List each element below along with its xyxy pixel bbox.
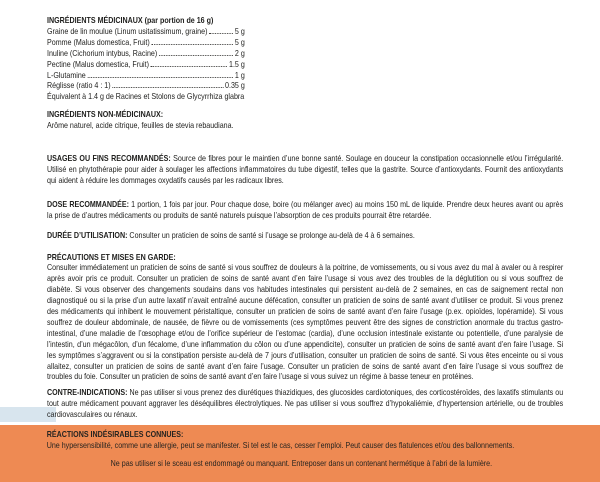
ingredient-amount: 1.5 g: [228, 58, 245, 69]
adverse-reactions-section: [0, 429, 600, 469]
ingredient-name: Inuline (Cichorium intybus, Racine): [47, 47, 158, 58]
dot-leader: [151, 66, 228, 67]
non-medicinal-heading: INGRÉDIENTS NON-MÉDICINAUX:: [47, 109, 164, 120]
medicinal-ingredients-heading: INGRÉDIENTS MÉDICINAUX (par portion de 16 g): [47, 15, 214, 25]
recommended-use-paragraph: [47, 153, 563, 186]
dot-leader: [159, 55, 233, 56]
dot-leader: [87, 77, 233, 78]
ingredient-row: [47, 48, 245, 59]
dot-leader: [112, 87, 223, 88]
ingredient-amount: 5 g: [234, 25, 245, 36]
storage-instructions-text: Ne pas utiliser si le sceau est endommagé ou manquant. Entreposer dans un contenant hermétique à l’abri de la lumière.: [110, 457, 493, 468]
duration-of-use-paragraph: [47, 230, 563, 241]
ingredient-row: [47, 59, 245, 70]
dot-leader: [151, 44, 233, 45]
contraindications-text: Ne pas utiliser si vous prenez des diurétiques thiazidiques, des glucosides cardiotoniques, des corticostéroïdes, des laxatifs stimulants ou tout autre médicament pouvant aggraver les déséquilibres électrolytiques. Ne pas utiliser si vous souffrez d’hypokaliémie, d’hypertension artérielle, ou de troubles cardiovasculaires ou rénaux.: [47, 387, 564, 420]
adverse-reactions-text: Une hypersensibilité, comme une allergie, peut se manifester. Si tel est le cas, cesser l’emploi. Peut causer des flatulences et/ou des ballonnements.: [46, 439, 515, 450]
recommended-dose-label: DOSE RECOMMANDÉE:: [47, 198, 129, 209]
ingredient-row: [47, 80, 245, 91]
ingredient-amount: 0.35 g: [225, 80, 245, 91]
precautions-paragraph: Consulter immédiatement un praticien de soins de santé si vous souffrez de douleurs à la poitrine, de vomissements, ou si vous avez du mal à avaler ou à respirer après avoir pris ce produit. Consulter un praticien de soins de santé avant d’en faire l’usage si vous avez des troubles de la déglutition ou si vous souffrez de diabète. Si vous observer des changements soudains dans vos habitudes intestinales qui persistent au-delà de 2 semaines, en cas de saignement rectal non diagnostiqué ou si la prise d’un autre laxatif n’avait entraîné aucune défécation, consulter un praticien de soins de santé avant d’utiliser ce produit. Si vous prenez des médicaments qui inhibent le mouvement péristaltique, consulter un praticien de soins de santé avant d’en faire l’usage (p.ex. opioïdes, lopéramide). Si vous souffrez de douleur abdominale, de nausée, de fièvre ou de vomissements (ces symptômes peuvent être des signes de constriction anormale du tractus gastro-intestinal, d’une maladie de l’œsophage et/ou de l’orifice supérieur de l’estomac (cardia), d’une occlusion intestinale existante ou potentielle, d’une paralysie de l’intestin, d’un mégacôlon, d’un fécalome, d’une inflammation du côlon ou d’une appendicite), consulter un praticien de soins de santé avant d’en faire l’usage. Si les symptômes s’aggravent ou si la constipation persiste au-delà de 7 jours d’utilisation, consulter un praticien de soins de santé. Si vous êtes enceinte ou si vous allaitez, consulter un praticien de soins de santé avant d’en faire l’usage. Consulter un praticien de soins de santé avant d’en faire l’usage si vous souffrez de troubles du foie. Consulter un praticien de soins de santé avant d’en faire l’usage si vous suivez un régime à basse teneur en protéines.: [47, 262, 564, 382]
ingredient-row: [47, 26, 245, 37]
duration-of-use-label: DURÉE D’UTILISATION:: [47, 229, 128, 240]
adverse-reactions-heading: RÉACTIONS INDÉSIRABLES CONNUES:: [46, 429, 184, 439]
ingredient-name: Graine de lin moulue (Linum usitatissimum, graine): [47, 25, 208, 36]
recommended-use-text: Source de fibres pour le maintien d’une bonne santé. Soulage en douceur la constipation occasionnelle et/ou l’irrégularité. Utilisé en phytothérapie pour aider à soulager les affections inflammatoires du tube digestif, telles que la gastrite. Source d’antioxydants. Fournit des antioxydants qui aident à réduire les dommages oxydatifs causés par les radicaux libres.: [47, 153, 564, 185]
contraindications-paragraph: [47, 387, 563, 420]
recommended-dose-text: 1 portion, 1 fois par jour. Pour chaque dose, boire (ou mélanger avec) au moins 150 mL de liquide. Prendre deux heures avant ou après la prise de d’autres médicaments ou produits de santé naturels puisque l’absorption de ces produits pourrait être retardée.: [47, 198, 564, 220]
ingredient-amount: 2 g: [234, 47, 245, 58]
recommended-use-label: USAGES OU FINS RECOMMANDÉS:: [47, 153, 171, 164]
ingredient-name: Réglisse (ratio 4 : 1): [47, 80, 111, 91]
non-medicinal-section: [47, 109, 563, 131]
label-text-column: [47, 15, 563, 420]
ingredient-amount: 5 g: [234, 36, 245, 47]
duration-of-use-text: Consulter un praticien de soins de santé si l’usage se prolonge au-delà de 4 à 6 semaines.: [129, 229, 415, 240]
equivalent-note: Équivalent à 1.4 g de Racines et Stolons de Glycyrrhiza glabra: [47, 91, 245, 102]
medicinal-ingredients-section: [47, 15, 245, 102]
precautions-heading: PRÉCAUTIONS ET MISES EN GARDE:: [47, 251, 176, 262]
ingredient-name: Pectine (Malus domestica, Fruit): [47, 58, 149, 69]
ingredient-row: [47, 70, 245, 81]
ingredient-amount: 1 g: [234, 69, 245, 80]
recommended-dose-paragraph: [47, 199, 563, 221]
contraindications-label: CONTRE-INDICATIONS:: [47, 387, 128, 398]
dot-leader: [209, 33, 233, 34]
non-medicinal-text: Arôme naturel, acide citrique, feuilles de stevia rebaudiana.: [47, 120, 234, 131]
ingredient-row: [47, 37, 245, 48]
ingredient-name: L-Glutamine: [47, 69, 86, 80]
ingredient-name: Pomme (Malus domestica, Fruit): [47, 36, 150, 47]
